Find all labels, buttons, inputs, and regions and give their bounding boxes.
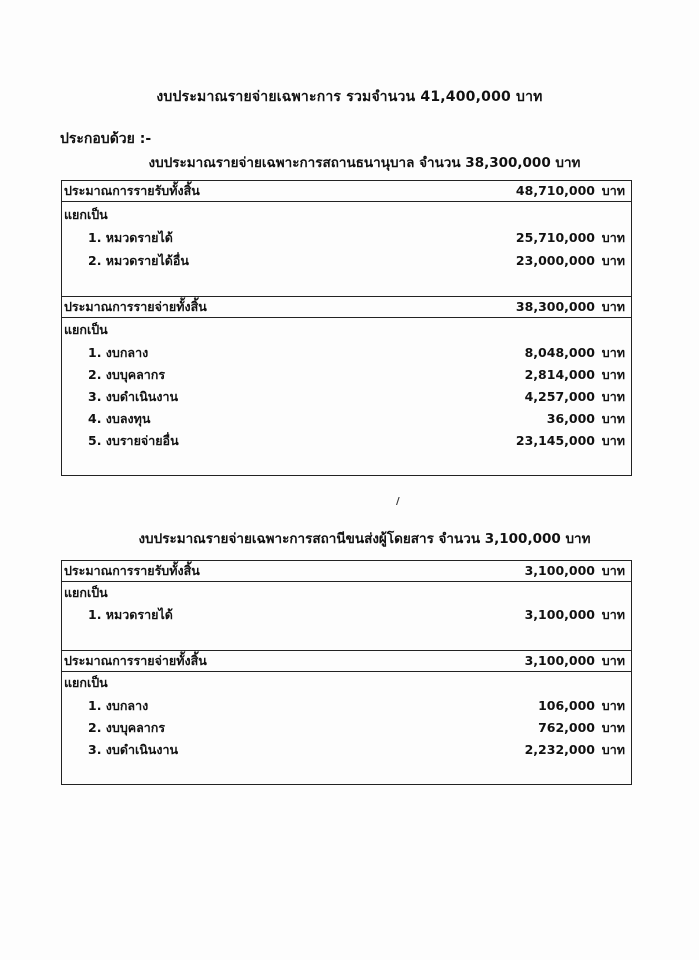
income-total-label: ประมาณการรายรับทั้งสิ้น xyxy=(64,183,200,198)
expense-item-amount: 8,048,000 xyxy=(524,345,595,360)
expense-total-amount: 3,100,000 xyxy=(524,653,595,668)
expense-item-row xyxy=(62,409,631,429)
expense-split-row xyxy=(62,673,631,693)
expense-item-amount: 36,000 xyxy=(546,411,595,426)
expense-item-unit: บาท xyxy=(601,433,625,448)
income-split-row xyxy=(62,583,631,603)
income-item-row xyxy=(62,605,631,625)
expense-total-row xyxy=(62,650,631,672)
expense-item-row xyxy=(62,431,631,451)
income-item-label: 1. หมวดรายได้ xyxy=(88,607,173,622)
income-item-amount: 25,710,000 xyxy=(515,230,595,245)
document-title: งบประมาณรายจ่ายเฉพาะการ รวมจำนวน 41,400,000 บาท xyxy=(156,89,543,105)
income-total-amount: 3,100,000 xyxy=(524,563,595,578)
expense-total-label: ประมาณการรายจ่ายทั้งสิ้น xyxy=(64,299,207,314)
expense-item-amount: 4,257,000 xyxy=(524,389,595,404)
expense-item-label: 4. งบลงทุน xyxy=(88,411,151,426)
expense-item-unit: บาท xyxy=(601,411,625,426)
income-item-unit: บาท xyxy=(601,607,625,622)
split-label: แยกเป็น xyxy=(64,675,108,690)
stray-pen-mark: / xyxy=(396,496,400,507)
budget-box-bus-station xyxy=(61,560,632,785)
expense-item-label: 3. งบดำเนินงาน xyxy=(88,389,179,404)
expense-item-unit: บาท xyxy=(601,742,625,757)
expense-total-unit: บาท xyxy=(601,653,625,668)
income-item-row xyxy=(62,228,631,248)
budget-box-pawnshop xyxy=(61,180,632,476)
income-split-row xyxy=(62,205,631,225)
expense-item-label: 1. งบกลาง xyxy=(88,345,149,360)
expense-item-unit: บาท xyxy=(601,345,625,360)
expense-item-label: 2. งบบุคลากร xyxy=(88,367,166,382)
income-total-row xyxy=(62,561,631,582)
expense-item-unit: บาท xyxy=(601,367,625,382)
consists-of-label: ประกอบด้วย :- xyxy=(60,131,152,147)
expense-split-row xyxy=(62,320,631,340)
expense-item-amount: 762,000 xyxy=(538,720,595,735)
expense-item-row xyxy=(62,718,631,738)
income-total-unit: บาท xyxy=(601,563,625,578)
income-item-unit: บาท xyxy=(601,230,625,245)
expense-item-label: 3. งบดำเนินงาน xyxy=(88,742,179,757)
expense-item-amount: 2,232,000 xyxy=(524,742,595,757)
income-item-amount: 23,000,000 xyxy=(515,253,595,268)
split-label: แยกเป็น xyxy=(64,585,108,600)
expense-item-label: 1. งบกลาง xyxy=(88,698,149,713)
income-item-amount: 3,100,000 xyxy=(524,607,595,622)
section-title-pawnshop: งบประมาณรายจ่ายเฉพาะการสถานธนานุบาล จำนวน 38,300,000 บาท xyxy=(148,155,581,171)
expense-item-row xyxy=(62,387,631,407)
expense-item-unit: บาท xyxy=(601,720,625,735)
expense-item-amount: 2,814,000 xyxy=(524,367,595,382)
split-label: แยกเป็น xyxy=(64,322,108,337)
expense-item-amount: 106,000 xyxy=(538,698,595,713)
split-label: แยกเป็น xyxy=(64,207,108,222)
income-total-unit: บาท xyxy=(601,183,625,198)
expense-item-unit: บาท xyxy=(601,698,625,713)
expense-item-amount: 23,145,000 xyxy=(515,433,595,448)
expense-total-amount: 38,300,000 xyxy=(515,299,595,314)
expense-total-row xyxy=(62,296,631,318)
income-total-amount: 48,710,000 xyxy=(515,183,595,198)
expense-item-label: 5. งบรายจ่ายอื่น xyxy=(88,433,179,448)
expense-item-row xyxy=(62,696,631,716)
income-total-row xyxy=(62,181,631,202)
expense-item-row xyxy=(62,740,631,760)
income-item-row xyxy=(62,251,631,271)
section-title-bus-station: งบประมาณรายจ่ายเฉพาะการสถานีขนส่งผู้โดยสาร จำนวน 3,100,000 บาท xyxy=(138,531,591,547)
expense-item-unit: บาท xyxy=(601,389,625,404)
income-item-label: 1. หมวดรายได้ xyxy=(88,230,173,245)
expense-total-unit: บาท xyxy=(601,299,625,314)
expense-item-label: 2. งบบุคลากร xyxy=(88,720,166,735)
income-total-label: ประมาณการรายรับทั้งสิ้น xyxy=(64,563,200,578)
income-item-unit: บาท xyxy=(601,253,625,268)
income-item-label: 2. หมวดรายได้อื่น xyxy=(88,253,189,268)
expense-item-row xyxy=(62,343,631,363)
expense-total-label: ประมาณการรายจ่ายทั้งสิ้น xyxy=(64,653,207,668)
expense-item-row xyxy=(62,365,631,385)
